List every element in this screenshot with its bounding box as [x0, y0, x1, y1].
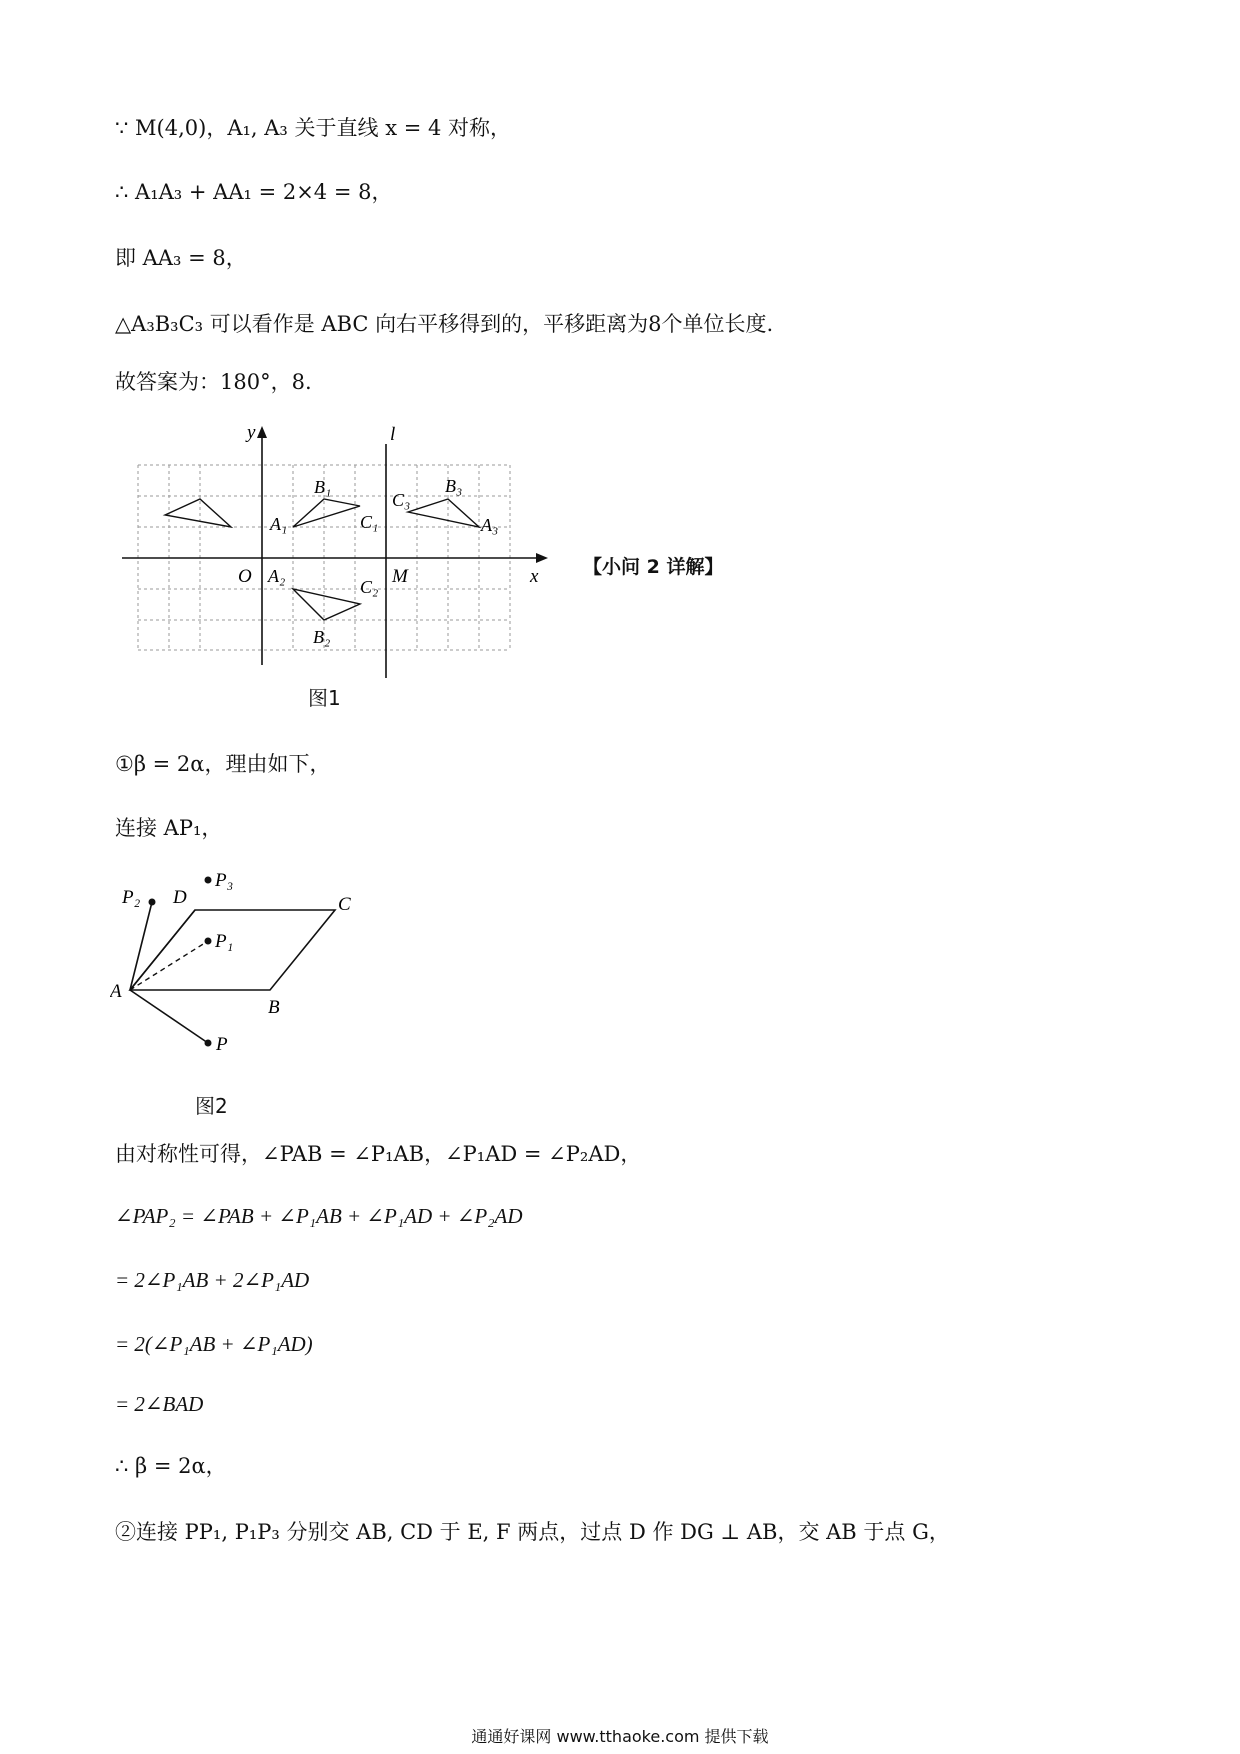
label-a3: A₃: [481, 515, 499, 535]
segment-ap: [130, 990, 208, 1043]
text-line-4: △A₃B₃C₃ 可以看作是 ABC 向右平移得到的，平移距离为8个单位长度.: [115, 312, 774, 336]
triangle-abc: [165, 499, 231, 527]
label-p3: P₃: [215, 870, 234, 891]
label-d: D: [173, 887, 187, 908]
label-c: C: [338, 894, 351, 915]
x-axis-arrow: [536, 553, 548, 563]
label-c3: C₃: [392, 490, 411, 510]
text-line-13: ∴ β = 2α，: [115, 1454, 227, 1478]
text-line-8: 由对称性可得，∠PAB = ∠P₁AB，∠P₁AD = ∠P₂AD，: [115, 1142, 642, 1166]
text-line-5: 故答案为：180°，8.: [115, 370, 312, 394]
label-b: B: [268, 997, 280, 1018]
label-c1: C₁: [360, 512, 379, 532]
point-p1: [205, 938, 212, 945]
text-line-3: 即 AA₃ = 8，: [115, 246, 247, 270]
text-line-11: = 2(∠P₁AB + ∠P₁AD): [115, 1332, 313, 1356]
figure-1-coordinate-grid: [110, 420, 560, 690]
point-p3: [205, 877, 212, 884]
triangle-a1b1c1: [293, 499, 360, 527]
label-c2: C₂: [360, 577, 379, 597]
segment-ap1-dashed: [130, 941, 208, 990]
text-line-7: 连接 AP₁，: [115, 816, 223, 840]
point-p: [205, 1040, 212, 1047]
triangle-a2b2c2: [293, 589, 360, 620]
text-line-6: ①β = 2α，理由如下，: [115, 752, 331, 776]
text-line-1: ∵ M(4,0)，A₁, A₃ 关于直线 x = 4 对称，: [115, 116, 512, 140]
figure-1-caption: 图1: [308, 686, 341, 710]
text-line-2: ∴ A₁A₃ + AA₁ = 2×4 = 8，: [115, 180, 393, 204]
section-tag: 【小问 2 详解】: [583, 556, 724, 578]
label-p2: P₂: [122, 887, 141, 908]
text-line-14: ②连接 PP₁, P₁P₃ 分别交 AB, CD 于 E, F 两点，过点 D 作 DG ⊥ AB，交 AB 于点 G，: [115, 1520, 950, 1544]
triangle-a3b3c3: [408, 499, 479, 527]
footer-watermark: 通通好课网 www.tthaoke.com 提供下载: [471, 1727, 769, 1746]
label-a: A: [110, 981, 122, 1002]
figure-2-caption: 图2: [195, 1094, 228, 1118]
label-l: l: [390, 424, 396, 445]
label-b2: B₂: [313, 627, 331, 647]
label-a1: A₁: [270, 514, 288, 534]
label-p: P: [216, 1034, 228, 1055]
figure-2-parallelogram: [110, 860, 370, 1060]
label-o: O: [238, 566, 252, 587]
text-line-12: = 2∠BAD: [115, 1392, 204, 1416]
label-a2: A₂: [268, 566, 286, 586]
label-x: x: [530, 566, 539, 587]
text-line-10: = 2∠P₁AB + 2∠P₁AD: [115, 1268, 310, 1292]
label-y: y: [247, 422, 256, 443]
label-b3: B₃: [445, 476, 463, 496]
text-line-9: ∠PAP₂ = ∠PAB + ∠P₁AB + ∠P₁AD + ∠P₂AD: [115, 1204, 523, 1228]
point-p2: [149, 899, 156, 906]
label-b1: B₁: [314, 477, 332, 497]
label-p1: P₁: [215, 931, 234, 952]
y-axis-arrow: [257, 426, 267, 438]
label-m: M: [392, 566, 408, 587]
